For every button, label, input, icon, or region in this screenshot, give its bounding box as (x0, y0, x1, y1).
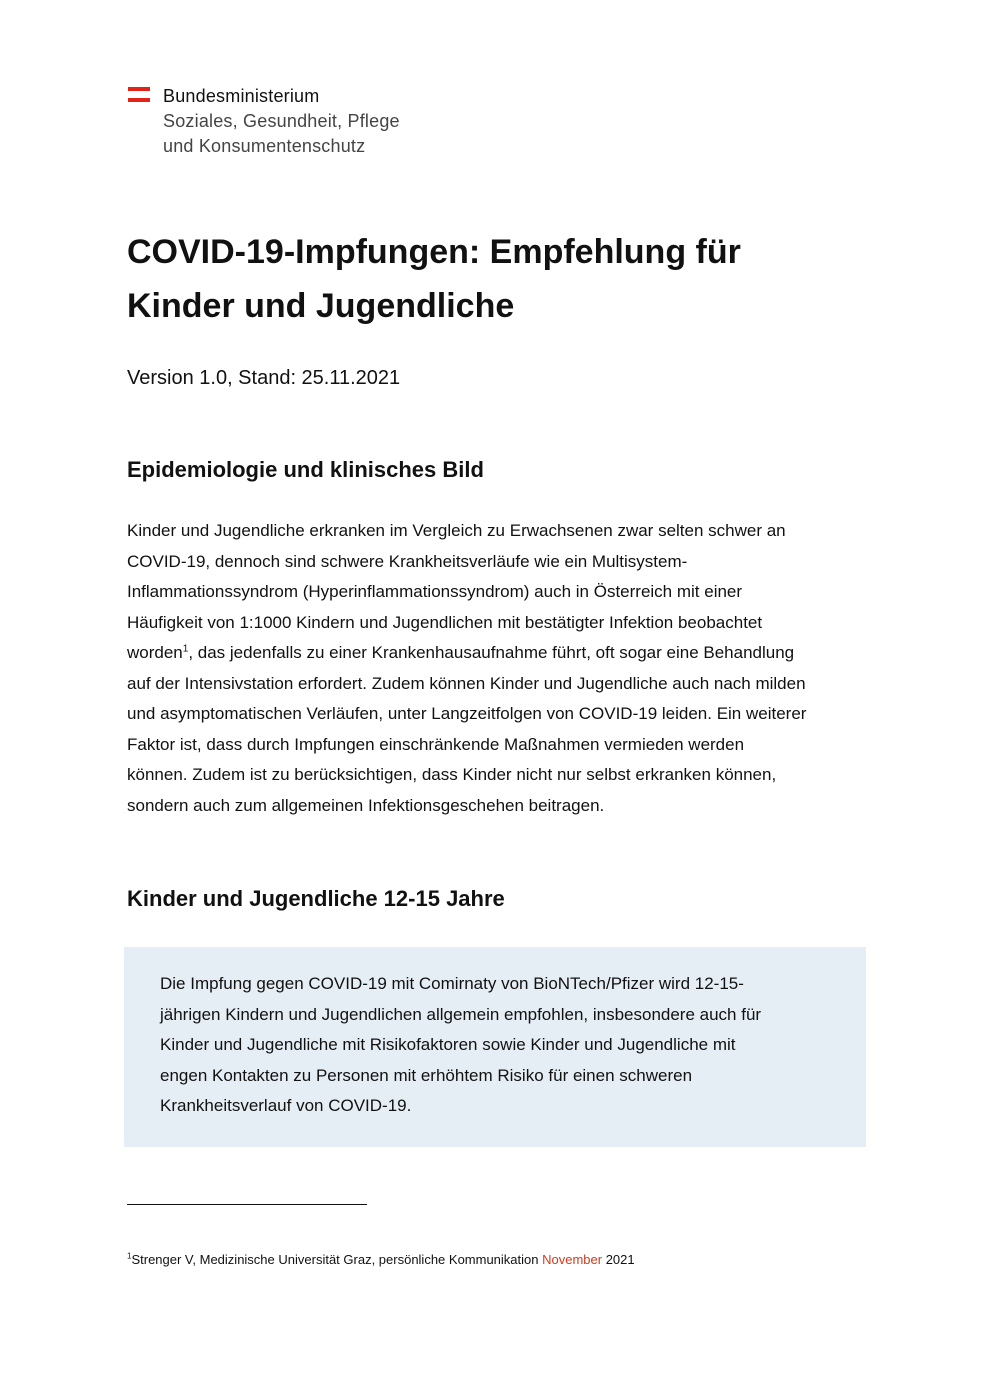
callout-line: Die Impfung gegen COVID-19 mit Comirnaty von BioNTech/Pfizer wird 12-15- (160, 974, 744, 993)
ministry-name-line-2: Soziales, Gesundheit, Pflege (163, 111, 400, 131)
footnote-reference[interactable]: 1 (182, 643, 189, 655)
footnote-text: Strenger V, Medizinische Universität Graz, persönliche Kommunikation (131, 1252, 543, 1267)
paragraph-line-with-footnote (127, 638, 867, 669)
footnote (127, 1251, 635, 1269)
recommendation-callout (124, 947, 866, 1147)
callout-line: Kinder und Jugendliche mit Risikofaktoren sowie Kinder und Jugendliche mit (160, 1035, 736, 1054)
paragraph-line: COVID-19, dennoch sind schwere Krankheitsverläufe wie ein Multisystem- (127, 551, 688, 571)
paragraph-line: Häufigkeit von 1:1000 Kindern und Jugendlichen mit bestätigter Infektion beobachtet (127, 612, 763, 632)
footnote-separator (127, 1204, 367, 1205)
paragraph-line: Inflammationssyndrom (Hyperinflammationssyndrom) auch in Österreich mit einer (127, 582, 743, 601)
paragraph-line: und asymptomatischen Verläufen, unter Langzeitfolgen von COVID-19 leiden. Ein weiterer (127, 704, 807, 723)
epidemiology-paragraph (127, 516, 867, 821)
footnote-text-end: 2021 (602, 1252, 635, 1267)
document-title-line-1: COVID-19-Impfungen: Empfehlung für (127, 233, 741, 271)
paragraph-text: , das jedenfalls zu einer Krankenhausaufnahme führt, oft sogar eine Behandlung (188, 643, 795, 662)
recommendation-text (160, 969, 840, 1122)
heading-epidemiology: Epidemiologie und klinisches Bild (127, 457, 484, 482)
paragraph-text: worden (127, 643, 183, 662)
ministry-name-line-1: Bundesministerium (163, 86, 320, 106)
footnote-highlight: November (542, 1252, 603, 1267)
paragraph-line: auf der Intensivstation erfordert. Zudem können Kinder und Jugendliche auch nach milden (127, 673, 806, 693)
document-title (127, 225, 867, 333)
heading-kids-12-15: Kinder und Jugendliche 12-15 Jahre (127, 886, 505, 911)
callout-line: engen Kontakten zu Personen mit erhöhtem Risiko für einen schweren (160, 1065, 693, 1085)
austria-flag-icon (128, 87, 150, 103)
callout-line: jährigen Kindern und Jugendlichen allgemein empfohlen, insbesondere auch für (160, 1004, 762, 1024)
document-title-line-2: Kinder und Jugendliche (127, 287, 515, 325)
paragraph-line: Faktor ist, dass durch Impfungen einschränkende Maßnahmen vermieden werden (127, 734, 745, 754)
paragraph-line: sondern auch zum allgemeinen Infektionsgeschehen beitragen. (127, 795, 605, 815)
paragraph-line: können. Zudem ist zu berücksichtigen, dass Kinder nicht nur selbst erkranken können, (127, 765, 777, 784)
paragraph-line: Kinder und Jugendliche erkranken im Vergleich zu Erwachsenen zwar selten schwer an (127, 521, 786, 540)
ministry-name-line-3: und Konsumentenschutz (163, 136, 366, 156)
callout-line: Krankheitsverlauf von COVID-19. (160, 1096, 412, 1115)
footnote-marker: 1 (127, 1251, 132, 1261)
ministry-name (163, 84, 523, 159)
version-line: Version 1.0, Stand: 25.11.2021 (127, 367, 401, 389)
